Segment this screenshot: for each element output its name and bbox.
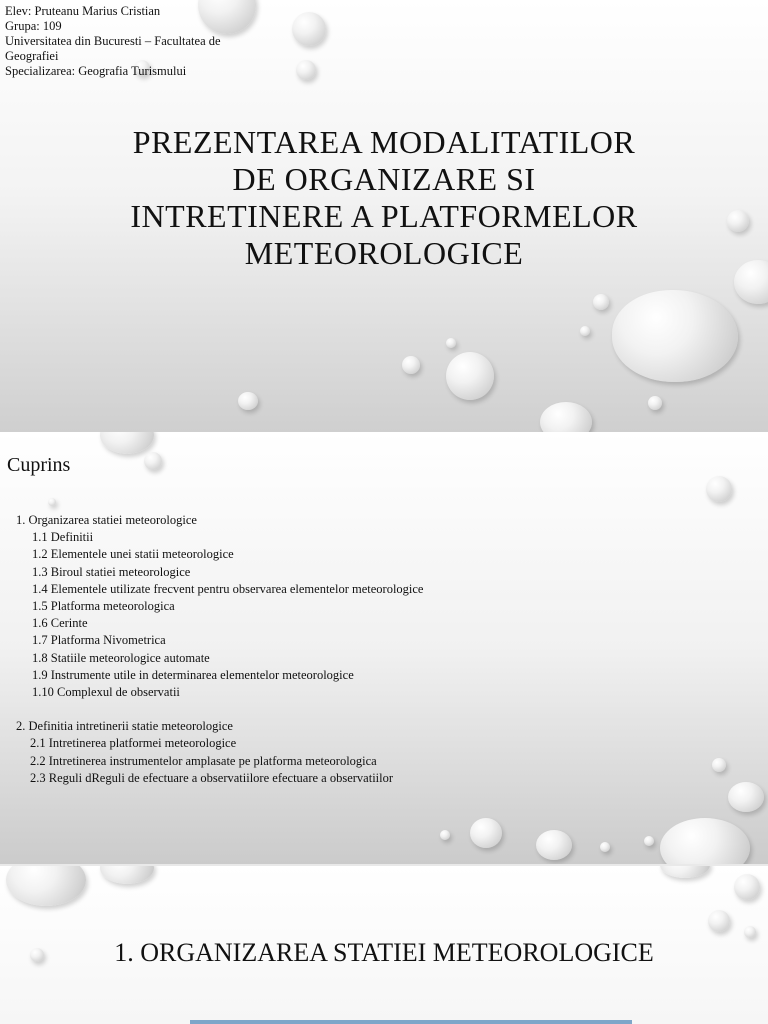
image-strip [190,1020,632,1024]
water-drop-decoration [706,476,732,502]
author-specialization: Specializarea: Geografia Turismului [5,64,187,78]
toc-item[interactable]: 1.1 Definitii [32,530,94,545]
toc-spacer [16,701,423,718]
water-drop-decoration [100,866,154,884]
toc-item[interactable]: 1.9 Instrumente utile in determinarea elementelor meteorologice [32,667,354,682]
table-of-contents [16,512,423,787]
water-drop-decoration [712,758,726,772]
toc-item[interactable]: 1.7 Platforma Nivometrica [32,633,166,648]
water-drop-decoration [540,402,592,432]
toc-item[interactable]: 1.4 Elementele utilizate frecvent pentru observarea elementelor meteorologice [32,581,424,596]
toc-item[interactable]: 1.5 Platforma meteorologica [32,599,175,614]
author-university: Universitatea din Bucuresti – Facultatea de [5,34,221,48]
contents-slide [0,432,768,864]
water-drop-decoration [296,60,316,80]
water-drop-decoration [144,452,162,470]
water-drop-decoration [440,830,450,840]
water-drop-decoration [660,818,750,864]
water-drop-decoration [402,356,420,374]
toc-item[interactable]: 2.2 Intretinerea instrumentelor amplasate pe platforma meteorologica [30,753,377,768]
author-info [5,4,275,79]
water-drop-decoration [593,294,609,310]
water-drop-decoration [734,874,760,900]
toc-section-title[interactable]: 1. Organizarea statiei meteorologice [16,513,197,527]
toc-section-title[interactable]: 2. Definitia intretinerii statie meteorologice [16,719,233,734]
presentation-title [60,124,708,272]
water-drop-decoration [612,290,738,382]
water-drop-decoration [446,352,494,400]
water-drop-decoration [644,836,654,846]
water-drop-decoration [708,910,730,932]
water-drop-decoration [727,210,749,232]
toc-item[interactable]: 1.10 Complexul de observatii [32,685,180,700]
water-drop-decoration [660,866,710,878]
water-drop-decoration [6,866,86,906]
title-line: METEOROLOGICE [244,235,524,271]
title-line: INTRETINERE A PLATFORMELOR [130,198,638,234]
author-faculty: Geografiei [5,49,59,63]
water-drop-decoration [446,338,456,348]
toc-item[interactable]: 2.3 Reguli dReguli de efectuare a observatiilore efectuare a observatiilor [30,770,394,785]
water-drop-decoration [238,392,258,410]
toc-item[interactable]: 1.2 Elementele unei statii meteorologice [32,547,234,562]
water-drop-decoration [734,260,768,304]
section-heading: 1. ORGANIZAREA STATIEI METEOROLOGICE [114,938,654,967]
water-drop-decoration [728,782,764,812]
toc-item[interactable]: 2.1 Intretinerea platformei meteorologice [30,736,237,751]
toc-item[interactable]: 1.3 Biroul statiei meteorologice [32,564,191,579]
contents-heading: Cuprins [7,454,71,476]
water-drop-decoration [600,842,610,852]
section-slide [0,866,768,1024]
author-group: Grupa: 109 [5,19,62,33]
water-drop-decoration [100,432,154,454]
water-drop-decoration [292,12,326,46]
water-drop-decoration [48,498,56,506]
title-line: DE ORGANIZARE SI [232,161,536,197]
water-drop-decoration [648,396,662,410]
title-slide [0,0,768,432]
author-name: Elev: Pruteanu Marius Cristian [5,4,161,18]
toc-item[interactable]: 1.8 Statiile meteorologice automate [32,650,210,665]
title-line: PREZENTAREA MODALITATILOR [132,124,636,160]
water-drop-decoration [744,926,756,938]
water-drop-decoration [536,830,572,860]
water-drop-decoration [580,326,590,336]
water-drop-decoration [470,818,502,848]
toc-item[interactable]: 1.6 Cerinte [32,616,88,631]
